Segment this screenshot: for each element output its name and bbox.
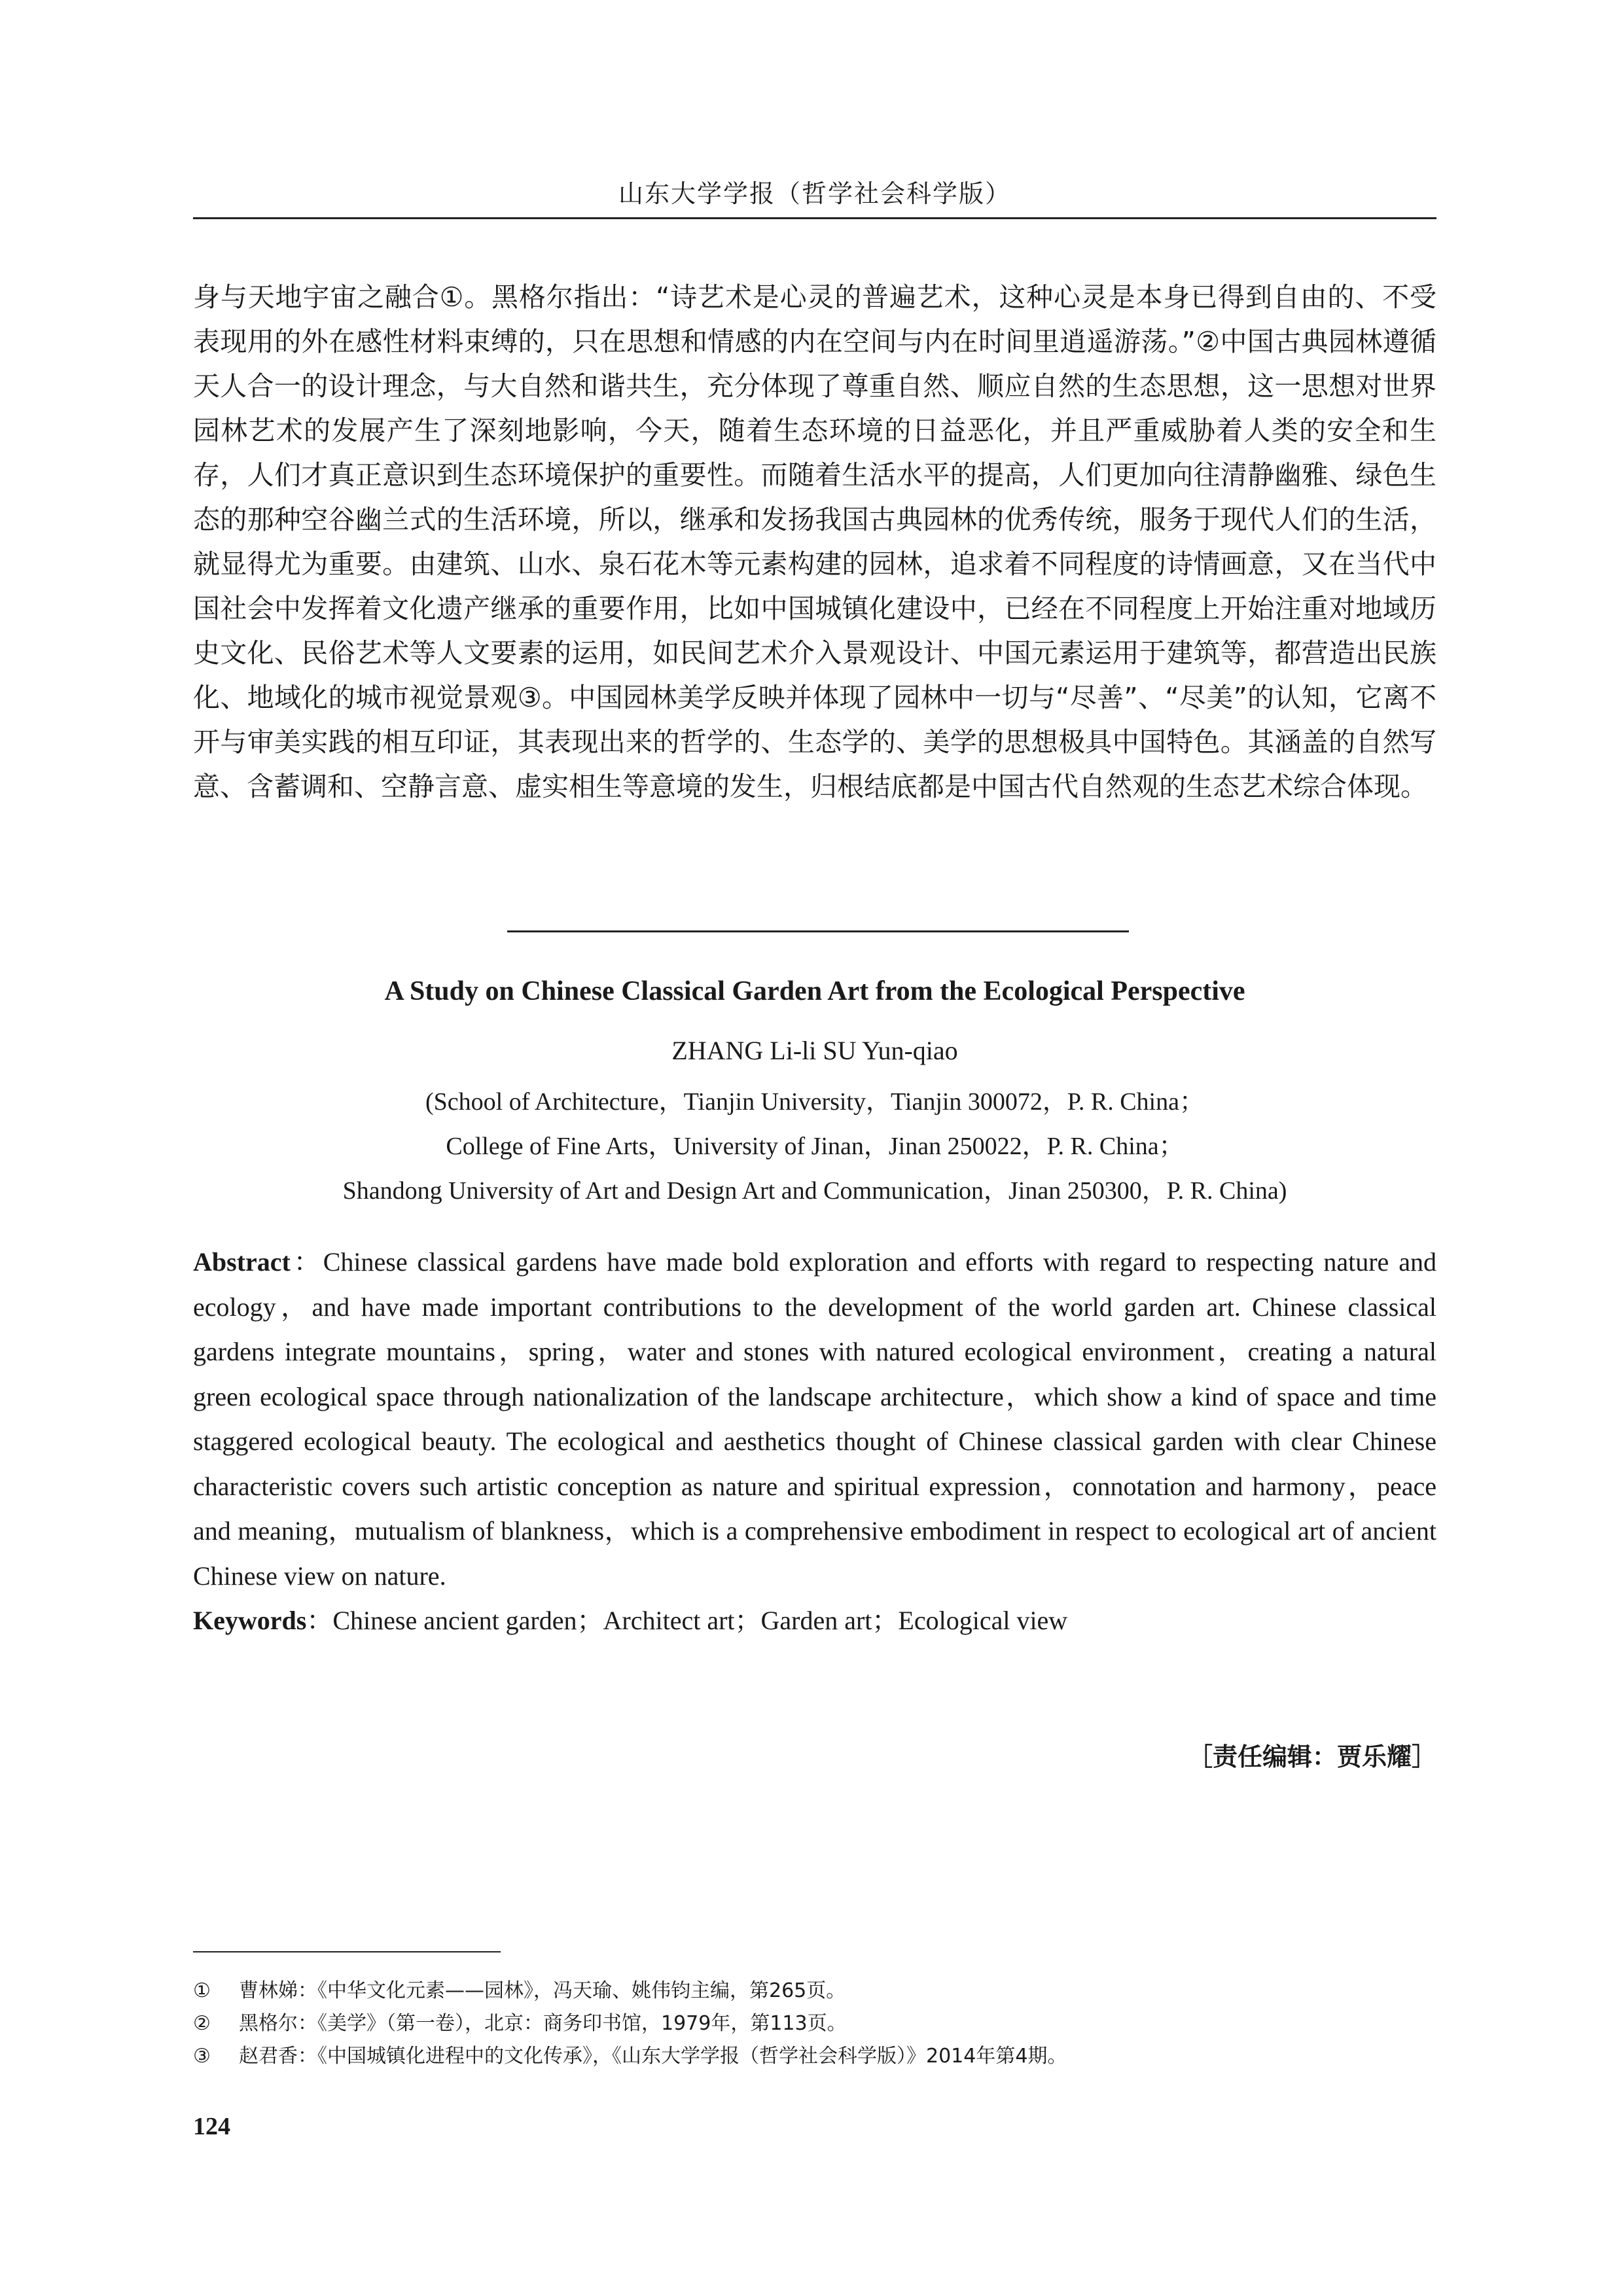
editor-note: ［责任编辑：贾乐耀］ [1187,1742,1436,1771]
footnote-item [193,2040,1436,2073]
footnote-text: 赵君香：《中国城镇化进程中的文化传承》，《山东大学学报（哲学社会科学版）》2014年第4期。 [239,2045,1067,2068]
header-rule [193,217,1436,219]
english-title: A Study on Chinese Classical Garden Art from the Ecological Perspective [384,976,1245,1006]
affiliation-line-3: Shandong University of Art and Design Art and Communication，Jinan 250300，P. R. China) [342,1177,1287,1205]
journal-title: 山东大学学报（哲学社会科学版） [618,179,1011,208]
journal-header [193,171,1436,216]
footnote-item [193,2007,1436,2040]
affiliation-line-1: (School of Architecture，Tianjin University，Tianjin 300072，P. R. China； [425,1088,1204,1116]
keywords [193,1598,1436,1644]
affiliation-line-2: College of Fine Arts，University of Jinan，Jinan 250022，P. R. China； [446,1133,1184,1160]
footnote-text: 黑格尔：《美学》（第一卷），北京：商务印书馆，1979年，第113页。 [239,2012,847,2035]
abstract-text: ：Chinese classical gardens have made bold exploration and efforts with regard to respecting nature and ecology，and have made important contributions to the development of the world garden art. Chinese classical gardens integrate mountains，spring，water and stones with natured ecological environment，creating a natural green ecological space through nationalization of the landscape architecture，which show a kind of space and time staggered ecological beauty. The ecological and aesthetics thought of Chinese classical garden with clear Chinese characteristic covers such artistic conception as nature and spiritual expression，connotation and harmony，peace and meaning，mutualism of blankness，which is a comprehensive embodiment in respect to ecological art of ancient Chinese view on nature. [193,1247,1436,1591]
body-paragraph: 身与天地宇宙之融合①。黑格尔指出：“诗艺术是心灵的普遍艺术，这种心灵是本身已得到自由的、不受表现用的外在感性材料束缚的，只在思想和情感的内在空间与内在时间里逍遥游荡。”②中国古典园林遵循天人合一的设计理念，与大自然和谐共生，充分体现了尊重自然、顺应自然的生态思想，这一思想对世界园林艺术的发展产生了深刻地影响，今天，随着生态环境的日益恶化，并且严重威胁着人类的安全和生存，人们才真正意识到生态环境保护的重要性。而随着生活水平的提高，人们更加向往清静幽雅、绿色生态的那种空谷幽兰式的生活环境，所以，继承和发扬我国古典园林的优秀传统，服务于现代人们的生活，就显得尤为重要。由建筑、山水、泉石花木等元素构建的园林，追求着不同程度的诗情画意，又在当代中国社会中发挥着文化遗产继承的重要作用，比如中国城镇化建设中，已经在不同程度上开始注重对地域历史文化、民俗艺术等人文要素的运用，如民间艺术介入景观设计、中国元素运用于建筑等，都营造出民族化、地域化的城市视觉景观③。中国园林美学反映并体现了园林中一切与“尽善”、“尽美”的认知，它离不开与审美实践的相互印证，其表现出来的哲学的、生态学的、美学的思想极具中国特色。其涵盖的自然写意、含蓄调和、空静言意、虚实相生等意境的发生，归根结底都是中国古代自然观的生态艺术综合体现。 [193,281,1436,802]
abstract-label: Abstract [193,1247,291,1277]
body-text [193,275,1436,809]
abstract-block [193,1240,1436,1644]
footnote-mark: ③ [193,2045,211,2068]
footnotes [193,1975,1436,2073]
footnote-mark: ② [193,2012,211,2035]
keywords-text: ：Chinese ancient garden；Architect art；Garden art；Ecological view [306,1606,1068,1635]
abstract [193,1240,1436,1598]
footnote-mark: ① [193,1979,211,2002]
footnote-item [193,1975,1436,2007]
section-separator [507,930,1129,932]
footnote-rule [193,1951,501,1952]
page-number: 124 [193,2113,230,2140]
english-affiliations [193,1080,1436,1213]
footnote-text: 曹林娣：《中华文化元素——园林》，冯天瑜、姚伟钧主编，第265页。 [239,1979,846,2002]
english-authors: ZHANG Li-li SU Yun-qiao [671,1036,958,1065]
keywords-label: Keywords [193,1606,307,1635]
